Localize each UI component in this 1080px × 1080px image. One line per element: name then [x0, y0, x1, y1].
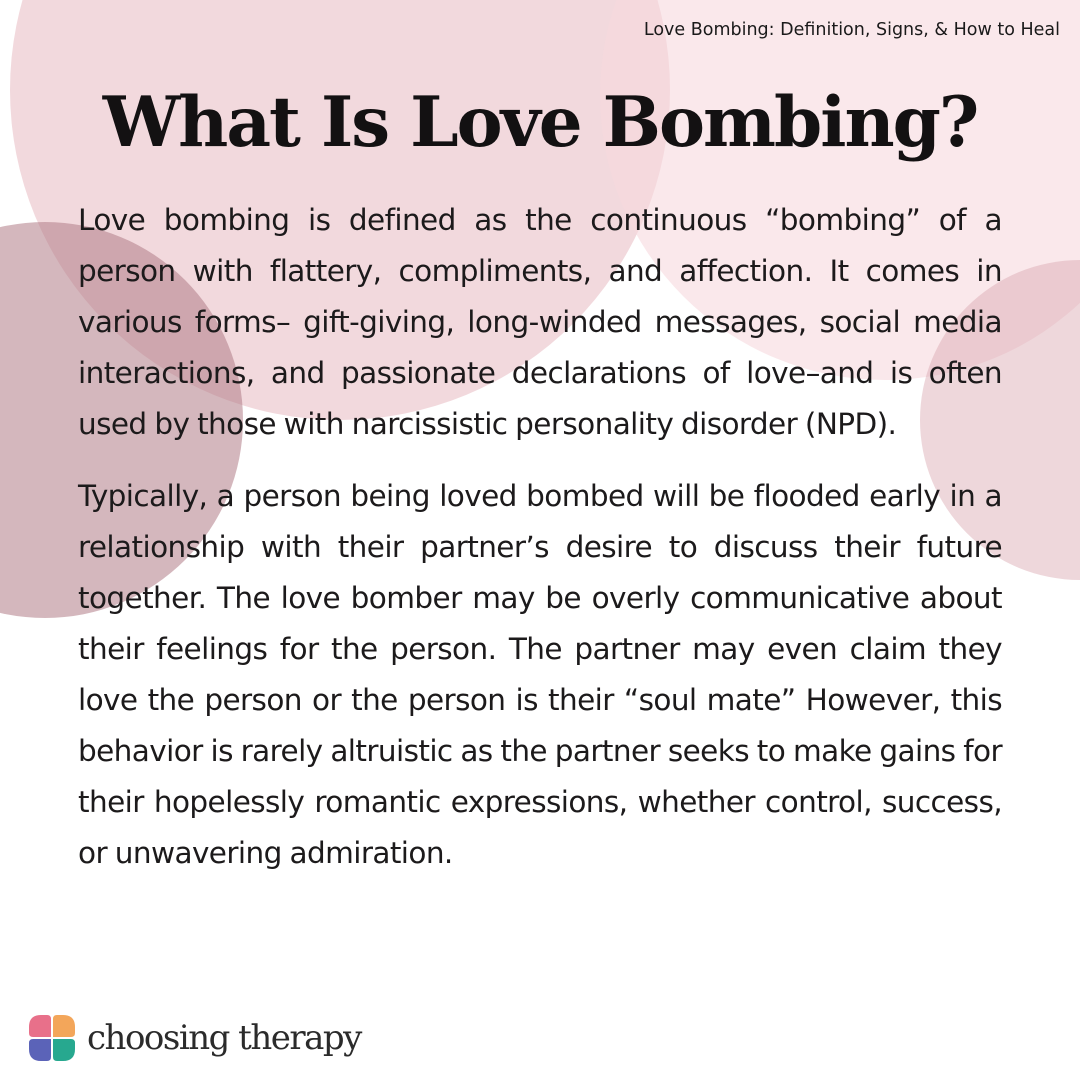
four-petal-logo-icon — [27, 1013, 77, 1063]
brand-footer — [27, 1010, 361, 1066]
article-body — [78, 195, 1002, 879]
paragraph-typical-behavior: Typically, a person being loved bombed will be flooded early in a relationship with their partner’s desire to discuss their future together. The love bomber may be overly communicative about their feelings for the person. The partner may even claim they love the person or the person is their “soul mate” However, this behavior is rarely altruistic as the partner seeks to make gains for their hopelessly romantic expressions, whether control, success, or unwavering admiration. — [78, 479, 1002, 870]
brand-name: choosing therapy — [87, 1018, 361, 1058]
header-caption: Love Bombing: Definition, Signs, & How to Heal — [643, 20, 1060, 40]
paragraph-definition: Love bombing is defined as the continuous “bombing” of a person with flattery, compliments, and affection. It comes in various forms– gift-giving, long-winded messages, social media interactions, and passionate declarations of love–and is often used by those with narcissistic personality disorder (NPD). — [78, 203, 1002, 441]
page-title: What Is Love Bombing? — [102, 82, 978, 163]
